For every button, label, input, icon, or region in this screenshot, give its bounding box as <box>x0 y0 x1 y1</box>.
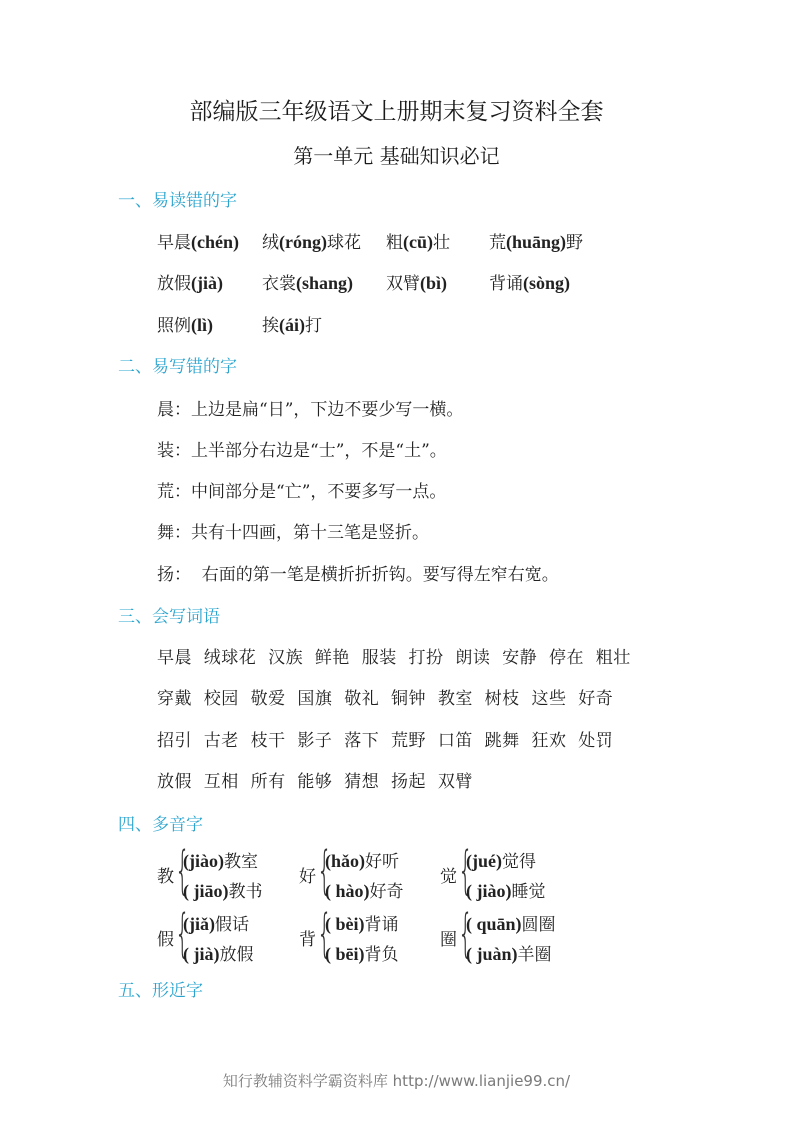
miswrite-note: 晨：上边是扁“日”，下边不要少写一横。 <box>157 400 464 420</box>
miswrite-note: 装：上半部分右边是“士”，不是“土”。 <box>157 441 447 461</box>
misread-item: 双臂(bì) <box>386 273 447 294</box>
brace-icon: { <box>175 904 190 964</box>
misread-item: 衣裳(shang) <box>262 273 354 294</box>
polyphone-reading: ( quān)圆圈 <box>466 914 556 935</box>
misread-item: 放假(jià) <box>157 273 223 294</box>
polyphone-reading: ( hào)好奇 <box>325 881 404 902</box>
polyphone-char: 教 <box>157 867 174 887</box>
misread-item: 绒(róng)球花 <box>262 232 361 253</box>
footer-watermark: 知行教辅资料学霸资料库 http://www.lianjie99.cn/ <box>222 1072 571 1090</box>
polyphone-reading: (hǎo)好听 <box>325 851 399 872</box>
polyphone-char: 假 <box>157 930 174 950</box>
polyphone-char: 背 <box>299 930 316 950</box>
polyphone-reading: ( bèi)背诵 <box>325 914 399 935</box>
brace-icon: { <box>458 841 473 901</box>
polyphone-reading: ( jiào)睡觉 <box>466 881 546 902</box>
section-heading-similar-chars: 五、形近字 <box>118 981 203 1001</box>
polyphone-reading: ( juàn)羊圈 <box>466 944 552 965</box>
miswrite-note: 扬： 右面的第一笔是横折折折钩。要写得左窄右宽。 <box>157 565 559 585</box>
polyphone-reading: (jiǎ)假话 <box>183 914 249 935</box>
page-title: 部编版三年级语文上册期末复习资料全套 <box>189 99 604 125</box>
word-row: 招引 古老 枝干 影子 落下 荒野 口笛 跳舞 狂欢 处罚 <box>157 731 614 751</box>
polyphone-reading: ( bēi)背负 <box>325 944 399 965</box>
miswrite-note: 荒：中间部分是“亡”，不要多写一点。 <box>157 482 447 502</box>
miswrite-note: 舞：共有十四画，第十三笔是竖折。 <box>157 523 429 543</box>
section-heading-words: 三、会写词语 <box>118 607 220 627</box>
brace-icon: { <box>458 904 473 964</box>
unit-subtitle: 第一单元 基础知识必记 <box>293 144 500 168</box>
section-heading-misread: 一、易读错的字 <box>118 191 237 211</box>
word-row: 穿戴 校园 敬爱 国旗 敬礼 铜钟 教室 树枝 这些 好奇 <box>157 689 614 709</box>
misread-item: 荒(huāng)野 <box>489 232 584 253</box>
polyphone-char: 好 <box>299 867 316 887</box>
polyphone-reading: (jué)觉得 <box>466 851 536 872</box>
polyphone-reading: ( jiāo)教书 <box>183 881 263 902</box>
misread-item: 背诵(sòng) <box>489 273 571 294</box>
misread-item: 粗(cū)壮 <box>386 232 450 253</box>
section-heading-miswrite: 二、易写错的字 <box>118 357 237 377</box>
misread-item: 照例(lì) <box>157 315 213 336</box>
polyphone-reading: ( jià)放假 <box>183 944 254 965</box>
polyphone-char: 圈 <box>440 930 457 950</box>
word-row: 早晨 绒球花 汉族 鲜艳 服装 打扮 朗读 安静 停在 粗壮 <box>157 648 631 668</box>
word-row: 放假 互相 所有 能够 猜想 扬起 双臂 <box>157 772 473 792</box>
misread-item: 早晨(chén) <box>157 232 239 253</box>
polyphone-char: 觉 <box>440 867 457 887</box>
misread-item: 挨(ái)打 <box>262 315 322 336</box>
polyphone-reading: (jiào)教室 <box>183 851 258 872</box>
brace-icon: { <box>317 904 332 964</box>
section-heading-polyphones: 四、多音字 <box>118 815 203 835</box>
brace-icon: { <box>175 841 190 901</box>
brace-icon: { <box>317 841 332 901</box>
